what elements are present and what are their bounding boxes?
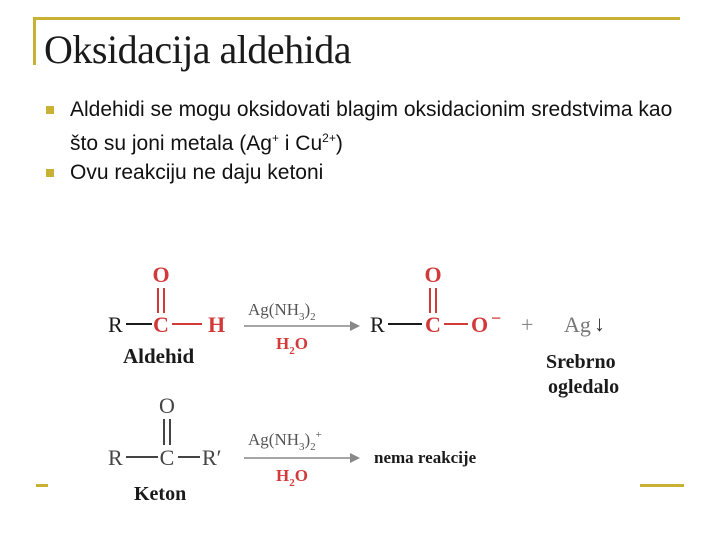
footer-line-left [36,484,48,487]
solvent2-sub: 2 [289,477,295,489]
carboxylate-r: R [370,312,385,337]
reagent2-main: Ag(NH [248,430,299,449]
reagent1-sub2: 2 [310,311,316,323]
bullet-1-text-a: Aldehidi se mogu oksidovati blagim oksidacionim sredstvima kao što su joni metala (Ag [70,98,673,155]
aldehyde-label: Aldehid [123,344,195,368]
reagent2-sub2: 2 [310,441,316,453]
solvent2-h: H [276,466,290,485]
reagent1-sub1: 3 [299,311,305,323]
carboxylate-charge: − [491,308,502,328]
ketone-label: Keton [134,483,187,505]
svg-text:Ag(NH3)2 [248,300,316,323]
plus-sign: + [521,312,534,337]
svg-text:Ag(NH3)2+ [248,429,322,453]
ketone-oxygen: O [159,393,175,418]
bullet-1-text-c: ) [335,132,343,155]
reagent1-close: ) [304,300,311,319]
reaction2-arrow [244,429,360,489]
aldehyde-oxygen: O [152,262,170,287]
reagent1-main: Ag(NH [248,300,299,319]
precipitate-arrow-icon: ↓ [594,311,605,336]
ketone-r-prime: R′ [202,445,222,470]
silver-mirror-label-2: ogledalo [548,376,620,398]
reagent2-sup: + [315,429,322,441]
bullet-1-sup-b: 2+ [322,131,336,145]
ketone-r: R [108,445,123,470]
reagent2-close: ) [304,430,311,449]
aldehyde-carbon: C [153,312,169,337]
bullet-1-text-b: i Cu [278,132,323,155]
solvent1-h: H [276,334,290,353]
solvent1-o: O [294,334,308,353]
aldehyde-structure [108,262,225,368]
silver-symbol: Ag [564,312,591,337]
carboxylate-oxygen: O [471,312,489,337]
reagent2-sub1: 3 [299,441,305,453]
solvent2-o: O [294,466,308,485]
solvent1-sub: 2 [289,345,295,357]
carboxylate-oxygen-top: O [424,262,442,287]
carboxylate-carbon: C [425,312,441,337]
bullet-item-1 [46,95,686,158]
carboxylate-structure [370,262,501,337]
bullet-square-icon [46,106,54,114]
aldehyde-r: R [108,312,123,337]
title-frame-top [33,17,680,20]
svg-text:H2O [276,334,308,357]
bullet-1-sup-a: + [271,131,279,145]
aldehyde-hydrogen: H [208,312,226,337]
slide-title: Oksidacija aldehida [44,27,352,72]
ketone-structure [108,393,222,505]
svg-text:H2O [276,466,308,489]
silver-mirror-label-1: Srebrno [546,351,616,373]
no-reaction-label: nema reakcije [374,448,477,467]
title-frame-left [33,17,36,65]
reaction-diagram [98,255,658,515]
bullet-2-text: Ovu reakciju ne daju ketoni [70,161,324,184]
bullet-square-icon [46,169,54,177]
ketone-carbon: C [159,445,175,470]
reaction1-arrow [244,300,360,357]
bullet-item-2 [46,158,686,187]
bullet-list [46,95,686,187]
